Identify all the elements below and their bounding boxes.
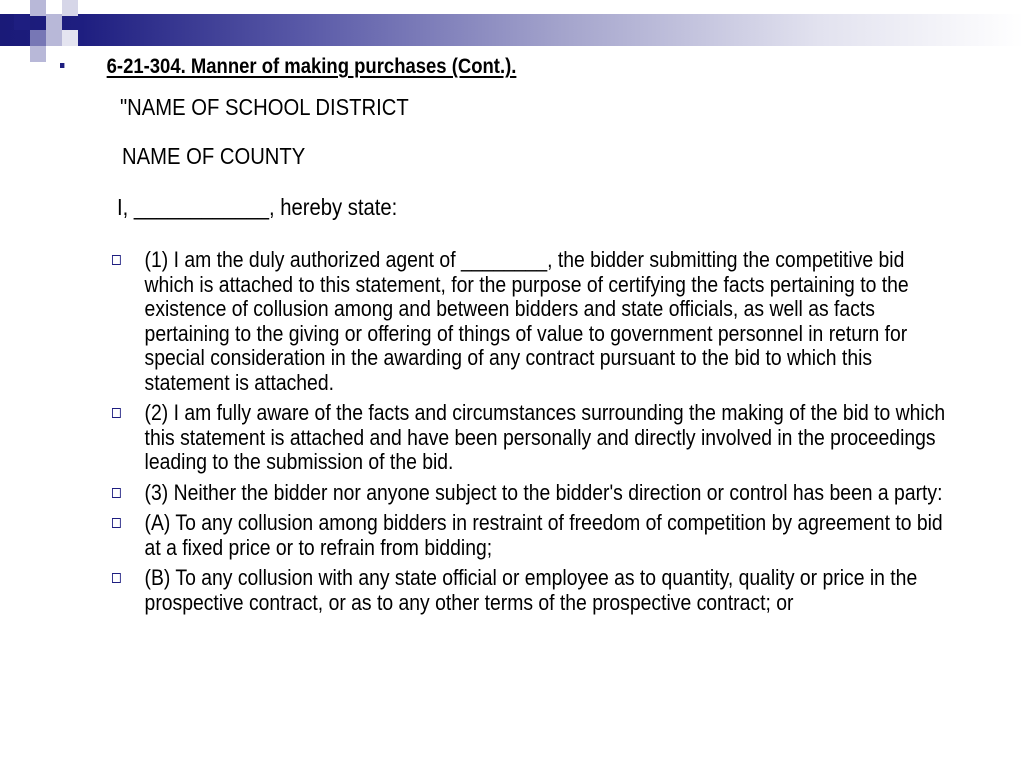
list-item-text: (3) Neither the bidder nor anyone subject to the bidder's direction or control has been a party: [144, 479, 943, 505]
list-item-text: (2) I am fully aware of the facts and circumstances surrounding the making of the bid to which this statement is attached and have been personally and directly involved in the proceedings leading to the submission of the bid. [144, 400, 946, 474]
decor-square [62, 30, 78, 46]
decor-square [30, 46, 46, 62]
slide-title [60, 55, 516, 79]
list-item [112, 248, 957, 395]
decor-square [14, 14, 30, 30]
list-item [112, 481, 957, 506]
list-item-text: (1) I am the duly authorized agent of ________, the bidder submitting the competitive bid which is attached to this statement, for the purpose of certifying the facts pertaining to the existence of collusion among and between bidders and state officials, as well as facts pertaining to the giving or offering of things of value to government personnel in return for special consideration in the awarding of any contract pursuant to the bid to which this statement is attached. [144, 247, 909, 395]
list-item-text: (A) To any collusion among bidders in restraint of freedom of competition by agreement to bid at a fixed price or to refrain from bidding; [144, 510, 943, 560]
decor-square [46, 30, 62, 46]
decor-square [62, 0, 78, 16]
hollow-square-bullet-icon [112, 518, 121, 528]
decor-square [46, 14, 62, 30]
county-line: NAME OF COUNTY [122, 143, 306, 169]
hollow-square-bullet-icon [112, 488, 121, 498]
list-item [112, 566, 957, 615]
decor-square [30, 30, 46, 46]
hollow-square-bullet-icon [112, 255, 121, 265]
hollow-square-bullet-icon [112, 573, 121, 583]
hollow-square-bullet-icon [112, 408, 121, 418]
list-item-text: (B) To any collusion with any state official or employee as to quantity, quality or price in the prospective contract, or as to any other terms of the prospective contract; or [144, 565, 918, 615]
list-item [112, 511, 957, 560]
list-item [112, 401, 957, 475]
decor-square [30, 0, 46, 16]
statement-items-list [112, 248, 957, 621]
title-text: 6-21-304. Manner of making purchases (Cont.). [106, 55, 517, 78]
statement-intro-line: I, ____________, hereby state: [117, 194, 398, 220]
square-bullet-icon [60, 63, 64, 68]
school-district-line: "NAME OF SCHOOL DISTRICT [120, 94, 409, 120]
header-gradient-band [0, 14, 1024, 46]
